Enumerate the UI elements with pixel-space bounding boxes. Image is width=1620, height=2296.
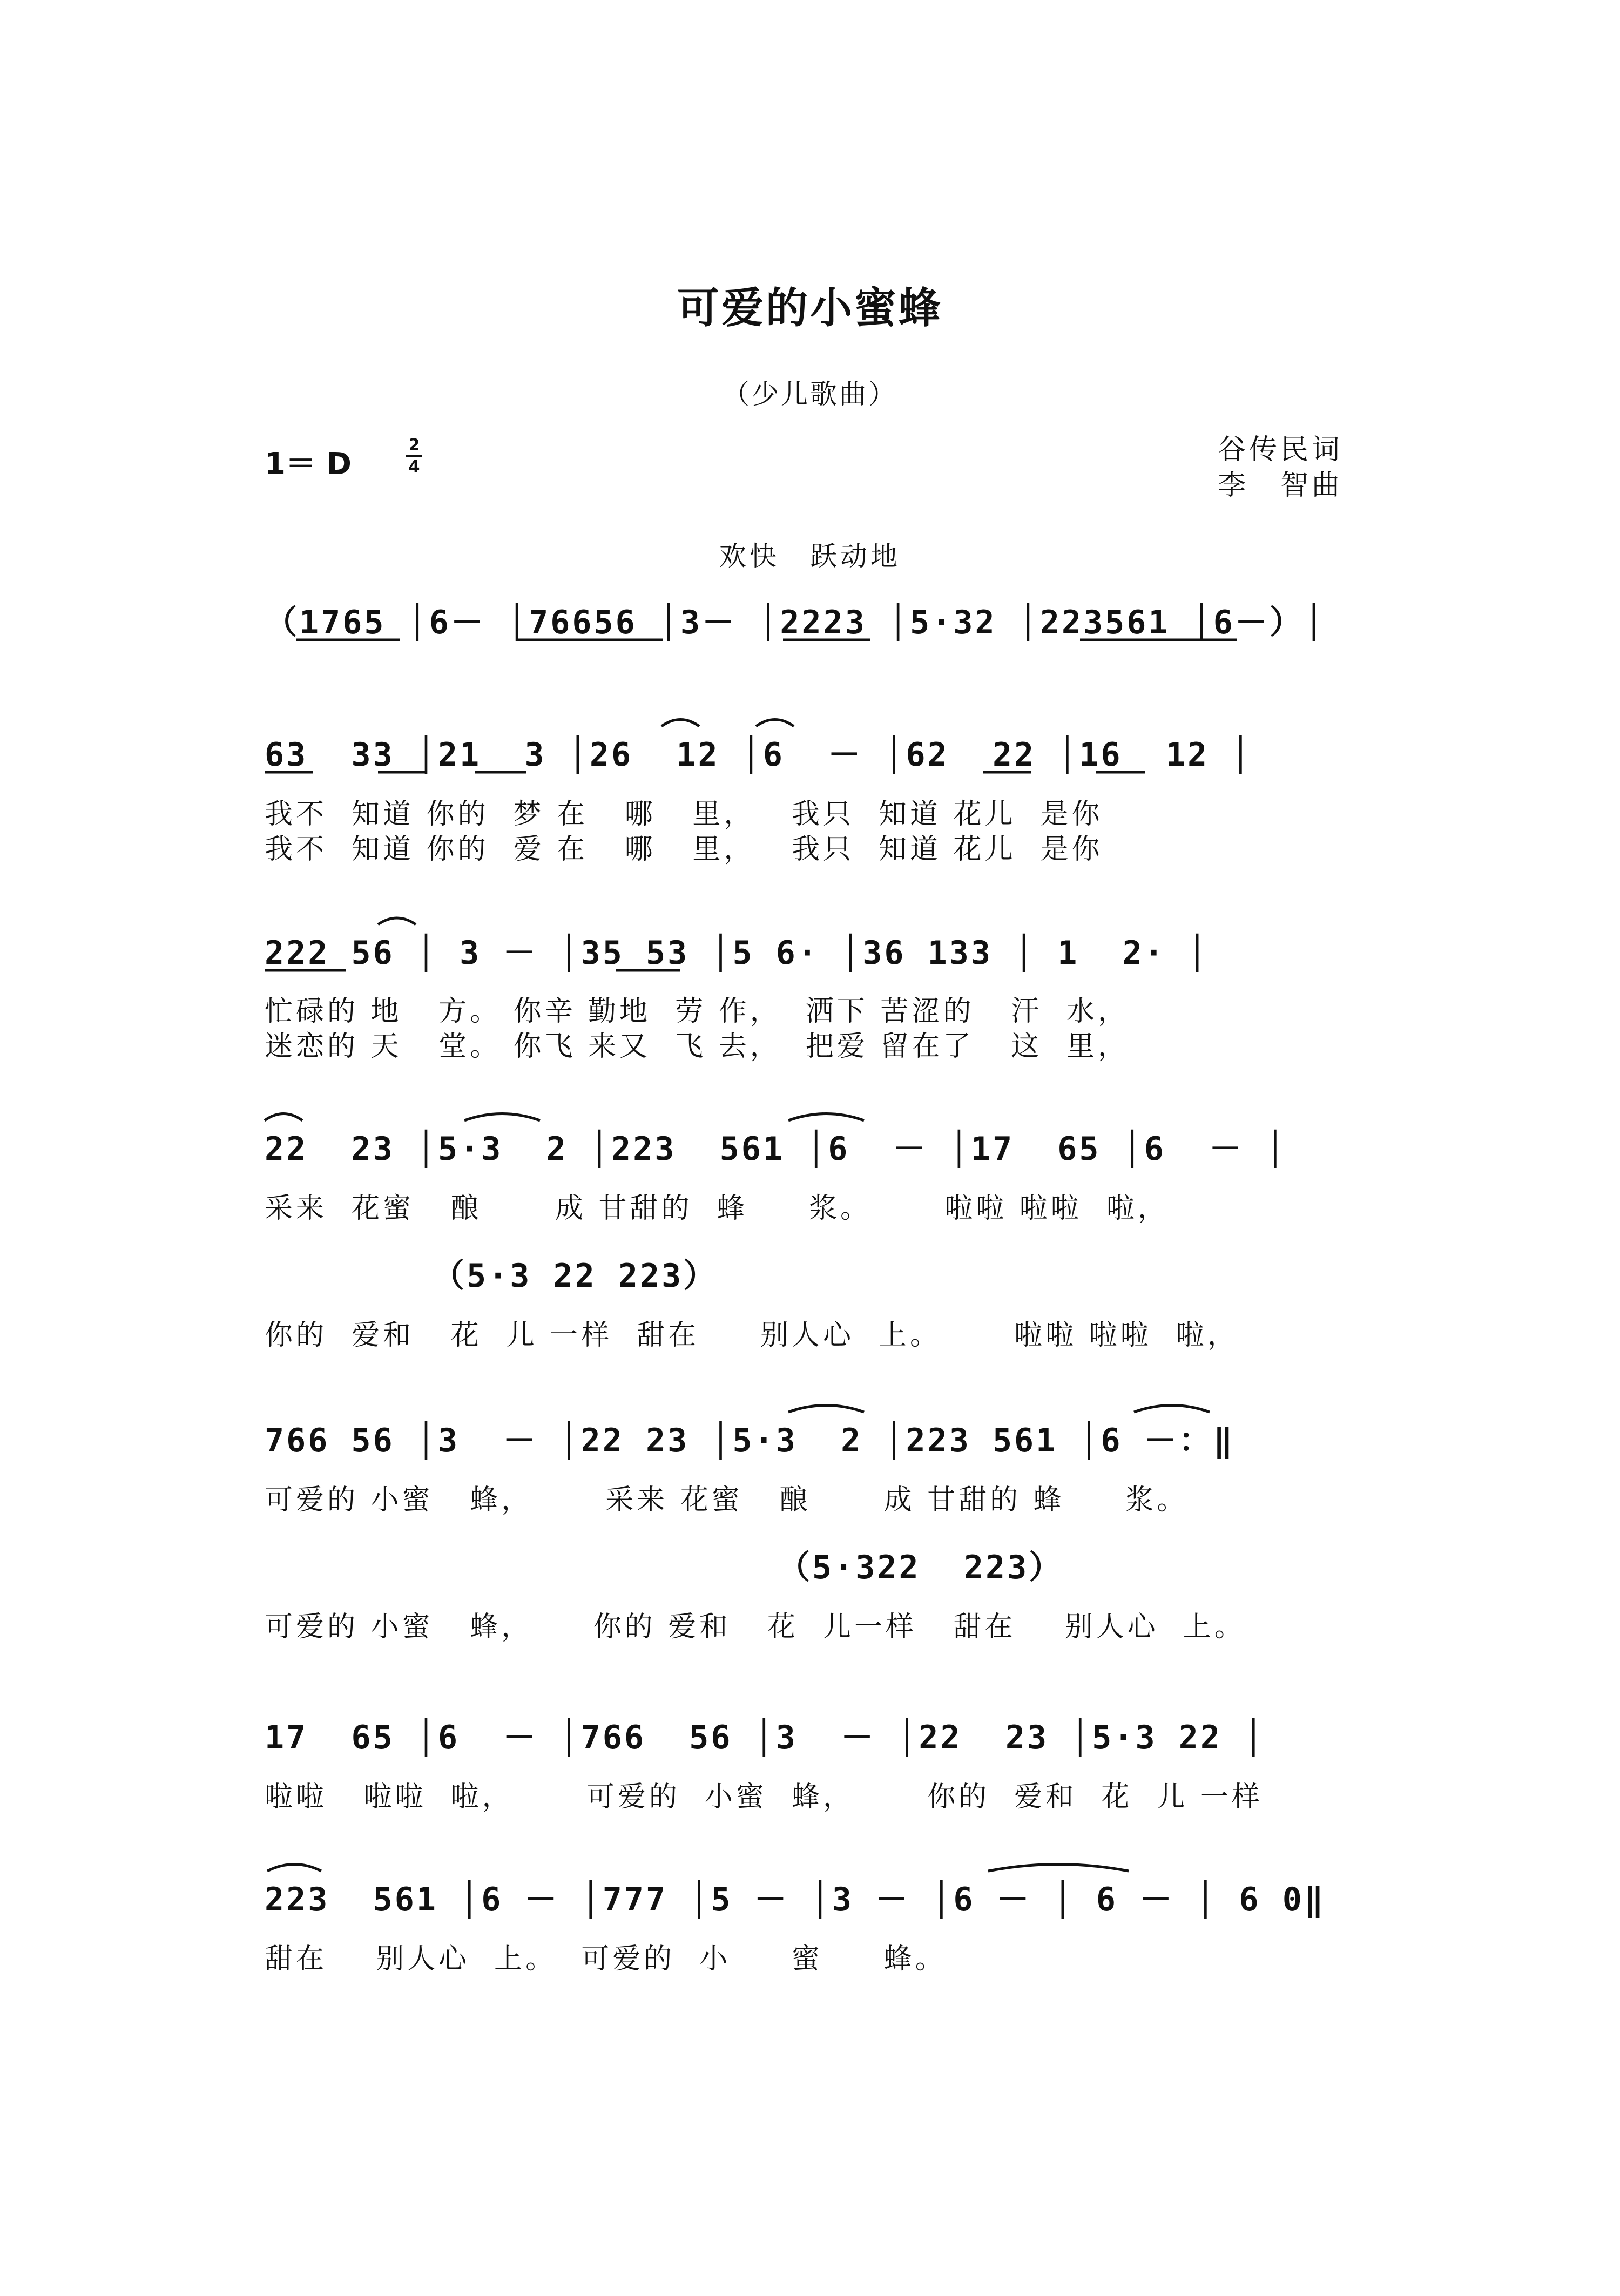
notation-line-alt-1: （5·3 22 223）	[432, 1257, 718, 1295]
tempo-marking: 欢快 跃动地	[719, 541, 901, 572]
notation-line-2: 222 56 │ 3 － │35 53 │5 6· │36 133 │ 1 2· │	[265, 934, 1210, 972]
notation-line-1: 63 33 │21 3 │26 12 │6 － │62 22 │16 12 │	[265, 736, 1253, 774]
notation-line-7: 17 65 │6 － │766 56 │3 － │22 23 │5·3 22 │	[265, 1719, 1266, 1757]
lyric-line-2a: 忙碌的 地 方。 你辛 勤地 劳 作， 洒下 苦涩的 汗 水，	[265, 995, 1129, 1028]
notation-line-intro: （1765 │6－ │76656 │3－ │2223 │5·32 │223561 │6－）│	[265, 604, 1326, 641]
lyric-line-2b: 迷恋的 天 堂。 你飞 来又 飞 去， 把爱 留在了 这 里，	[265, 1030, 1129, 1063]
notation-line-alt-2: （5·322 223）	[778, 1549, 1064, 1586]
notation-line-5: 766 56 │3 － │22 23 │5·3 2 │223 561 │6 －：‖	[265, 1422, 1235, 1460]
credits	[1218, 432, 1343, 503]
composer: 李 智曲	[1218, 469, 1344, 502]
song-title: 可爱的小蜜蜂	[677, 284, 943, 333]
time-signature	[406, 436, 422, 476]
key-signature: 1＝ D	[265, 447, 352, 482]
meter-bottom: 4	[408, 457, 420, 476]
notation-line-3: 22 23 │5·3 2 │223 561 │6 － │17 65 │6 － │	[265, 1130, 1287, 1168]
song-subtitle: （少儿歌曲）	[723, 379, 897, 410]
lyric-line-1a: 我不 知道 你的 梦 在 哪 里， 我只 知道 花儿 是你	[265, 798, 1103, 830]
lyric-line-3: 采来 花蜜 酿 成 甘甜的 蜂 浆。 啦啦 啦啦 啦，	[265, 1192, 1169, 1225]
lyric-line-6: 可爱的 小蜜 蜂， 你的 爱和 花 儿一样 甜在 别人心 上。	[265, 1611, 1246, 1643]
lyric-line-5: 可爱的 小蜜 蜂， 采来 花蜜 酿 成 甘甜的 蜂 浆。	[265, 1484, 1189, 1516]
lyricist: 谷传民词	[1218, 434, 1344, 466]
lyric-line-7: 啦啦 啦啦 啦， 可爱的 小蜜 蜂， 你的 爱和 花 儿 一样	[265, 1781, 1263, 1813]
meter-top: 2	[408, 436, 420, 455]
notation-line-8: 223 561 │6 － │777 │5 － │3 － │6 － │ 6 － │ 6 0‖	[265, 1881, 1326, 1919]
lyric-line-8: 甜在 别人心 上。 可爱的 小 蜜 蜂。	[265, 1943, 947, 1975]
lyric-line-4: 你的 爱和 花 儿 一样 甜在 别人心 上。 啦啦 啦啦 啦，	[265, 1319, 1239, 1352]
lyric-line-1b: 我不 知道 你的 爱 在 哪 里， 我只 知道 花儿 是你	[265, 833, 1103, 866]
